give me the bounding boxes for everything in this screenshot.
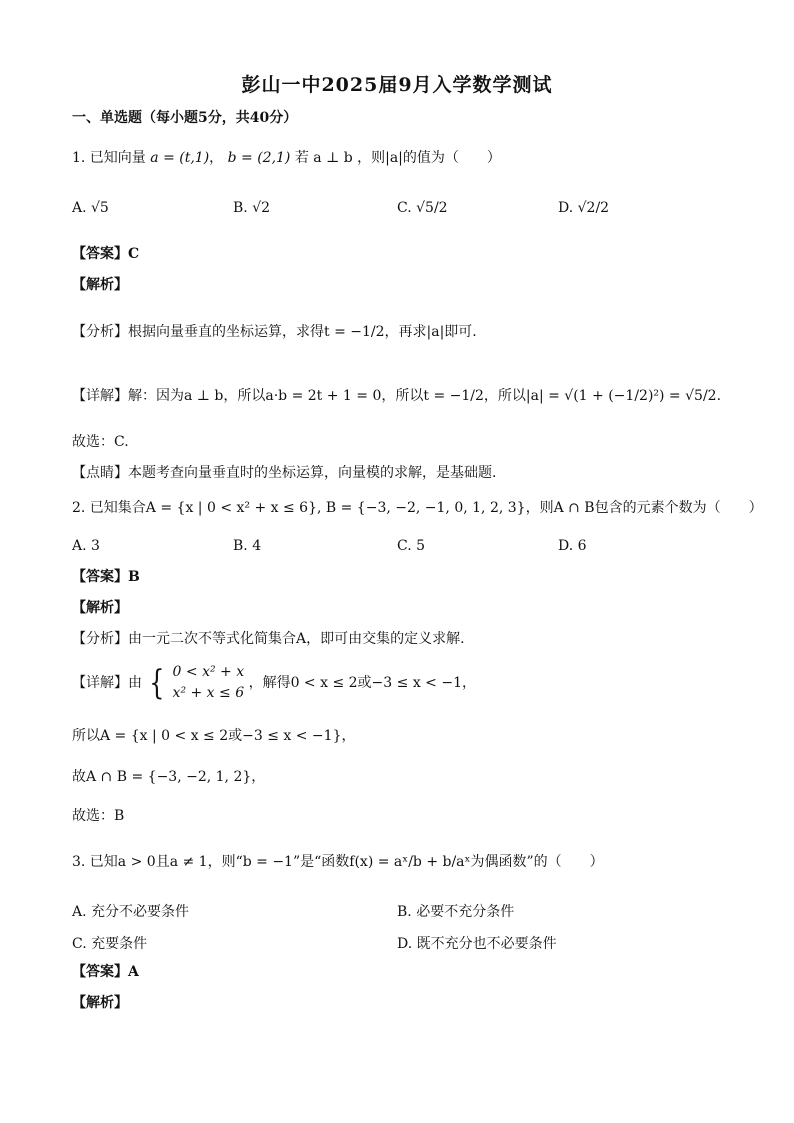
q1-option-b: B. √2: [233, 200, 271, 216]
question-1-prefix: 1. 已知向量: [72, 150, 146, 166]
question-2-stem: 2. 已知集合A = {x | 0 < x² + x ≤ 6}, B = {−3, −2, −1, 0, 1, 2, 3}，则A ∩ B包含的元素个数为（ ）: [72, 500, 763, 516]
system-line-1: 0 < x² + x: [172, 664, 245, 680]
q1-option-d: D. √2/2: [558, 200, 610, 216]
q3-option-a: A. 充分不必要条件: [72, 904, 190, 920]
left-brace-icon: {: [149, 662, 165, 703]
q2-option-c: C. 5: [397, 538, 426, 554]
q2-analysis-label: 【解析】: [72, 600, 128, 616]
page-title: 彭山一中2025届9月入学数学测试: [241, 74, 553, 96]
q2-xiangjie-suffix: ，解得0 < x ≤ 2或−3 ≤ x < −1，: [248, 675, 476, 691]
q2-xiangjie-prefix: 【详解】由: [72, 675, 142, 691]
q1-dianjing: 【点睛】本题考查向量垂直时的坐标运算，向量模的求解，是基础题.: [72, 465, 497, 481]
q2-option-a: A. 3: [72, 538, 100, 554]
q3-analysis-label: 【解析】: [72, 995, 128, 1011]
q3-option-d: D. 既不充分也不必要条件: [397, 936, 557, 952]
q2-xiangjie: [72, 662, 476, 704]
q1-guxuan: 故选：C.: [72, 434, 129, 450]
vector-b-def: b = (2,1): [227, 150, 291, 166]
q3-answer: 【答案】A: [72, 964, 139, 980]
vector-a-def: a = (t,1): [150, 150, 210, 166]
q2-fenxi: 【分析】由一元二次不等式化简集合A，即可由交集的定义求解.: [72, 631, 465, 647]
q1-answer: 【答案】C: [72, 246, 140, 262]
q2-gu: 故A ∩ B = {−3, −2, 1, 2}，: [72, 769, 266, 785]
q2-option-d: D. 6: [558, 538, 587, 554]
q3-option-b: B. 必要不充分条件: [397, 904, 515, 920]
question-1-stem: 1. 已知向量 a = (t,1)， b = (2,1) 若 a ⊥ b ，则|a|的值为（ ）: [72, 150, 501, 166]
q1-xiangjie: 【详解】解：因为a ⊥ b，所以a·b = 2t + 1 = 0，所以t = −1/2，所以|a| = √(1 + (−1/2)²) = √5/2.: [72, 388, 722, 404]
system-line-2: x² + x ≤ 6: [172, 685, 245, 701]
q1-option-a: A. √5: [72, 200, 109, 216]
q3-option-c: C. 充要条件: [72, 936, 148, 952]
q2-answer: 【答案】B: [72, 569, 140, 585]
q2-suoyi: 所以A = {x | 0 < x ≤ 2或−3 ≤ x < −1}，: [72, 728, 356, 744]
q1-fenxi: 【分析】根据向量垂直的坐标运算，求得t = −1/2，再求|a|即可.: [72, 324, 477, 340]
q1-option-c: C. √5/2: [397, 200, 448, 216]
inequality-system: [173, 662, 245, 704]
question-3-stem: 3. 已知a > 0且a ≠ 1，则“b = −1”是“函数f(x) = aˣ/b + b/aˣ为偶函数”的（ ）: [72, 854, 604, 870]
q2-guxuan: 故选：B: [72, 808, 125, 824]
section-heading: 一、单选题（每小题5分，共40分）: [72, 110, 298, 126]
q1-analysis-label: 【解析】: [72, 277, 128, 293]
question-1-condition: 若 a ⊥ b ，则|a|的值为（ ）: [294, 150, 501, 166]
q2-option-b: B. 4: [233, 538, 262, 554]
